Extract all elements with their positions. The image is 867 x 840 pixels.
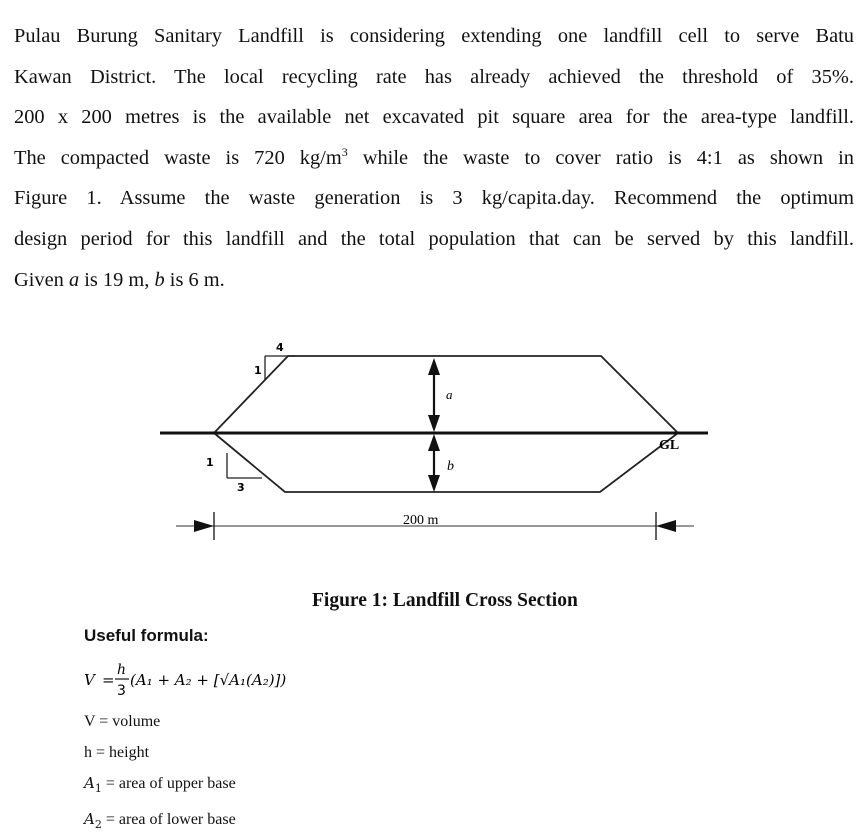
definition-upper-base-text: = area of upper base (101, 775, 236, 792)
given-a-symbol: a (68, 268, 80, 291)
bottom-slope-rise-label: 1 (206, 456, 214, 469)
definition-a1-symbol (84, 774, 102, 795)
definition-a2-letter: A (84, 810, 95, 828)
definition-lower-base-text: = area of lower base (101, 811, 236, 828)
problem-line-1: Pulau Burung Sanitary Landfill is considering extending one landfill cell to serve Batu (14, 25, 854, 47)
problem-statement (14, 16, 854, 300)
definition-volume-text: = volume (95, 713, 161, 730)
problem-line-6: design period for this landfill and the total population that can be served by this landfill. (14, 227, 854, 250)
figure-caption: Figure 1: Landfill Cross Section (312, 590, 578, 611)
given-b-symbol: b (154, 268, 165, 291)
dimension-b-label: b (447, 459, 454, 474)
cubic-superscript: 3 (341, 144, 348, 159)
top-slope-rise-label: 1 (254, 364, 262, 377)
problem-line-4-start: The compacted waste is 720 kg/m (14, 146, 342, 169)
top-slope-run-label: 4 (276, 341, 284, 354)
formula-body: (A₁ + A₂ + [√A₁(A₂)]) (130, 671, 287, 689)
width-dimension-label: 200 m (403, 513, 439, 528)
dimension-a-top-arrow (428, 358, 440, 375)
definition-volume-symbol: V (84, 713, 96, 730)
definition-height-symbol: h (84, 744, 92, 761)
problem-line-4 (14, 138, 854, 179)
dimension-b-bottom-arrow (428, 475, 440, 492)
problem-line-5: Figure 1. Assume the waste generation is 3 kg/capita.day. Recommend the optimum (14, 187, 854, 210)
given-mid: is 19 m, (79, 268, 155, 291)
formula-v-symbol: V (84, 671, 95, 689)
formula-3-denominator: 3 (117, 683, 126, 699)
given-prefix: Given (14, 268, 69, 291)
definition-a1-subscript: 1 (94, 782, 102, 795)
formula-definitions (84, 706, 236, 840)
landfill-cross-section-figure (0, 330, 867, 560)
problem-line-3: 200 x 200 metres is the available net excavated pit square area for the area-type landfill. (14, 106, 854, 129)
bottom-slope-run-label: 3 (237, 481, 245, 494)
given-suffix: is 6 m. (164, 268, 225, 291)
formula-title: Useful formula: (84, 626, 209, 645)
dimension-b-top-arrow (428, 434, 440, 451)
width-right-arrow (656, 520, 676, 532)
dimension-a-label: a (446, 387, 453, 402)
problem-line-2: Kawan District. The local recycling rate has already achieved the threshold of 35%. (14, 65, 854, 88)
definition-a2-subscript: 2 (94, 818, 102, 831)
definition-a1-letter: A (84, 774, 95, 792)
formula-equals-sign: = (102, 671, 115, 689)
definition-volume (84, 706, 236, 737)
definition-a2-symbol (84, 810, 102, 831)
dimension-a-bottom-arrow (428, 415, 440, 432)
problem-line-4-end: while the waste to cover ratio is 4:1 as shown in (347, 146, 854, 169)
width-left-arrow (194, 520, 214, 532)
problem-line-7 (14, 260, 854, 301)
definition-height-text: = height (92, 744, 150, 761)
definition-lower-base (84, 804, 236, 840)
definition-upper-base (84, 768, 236, 804)
formula-h-numerator: h (117, 662, 127, 678)
ground-level-label: GL (659, 438, 680, 453)
definition-height (84, 737, 236, 768)
lower-cell-outline (214, 433, 678, 492)
frustum-volume-formula (80, 654, 340, 702)
